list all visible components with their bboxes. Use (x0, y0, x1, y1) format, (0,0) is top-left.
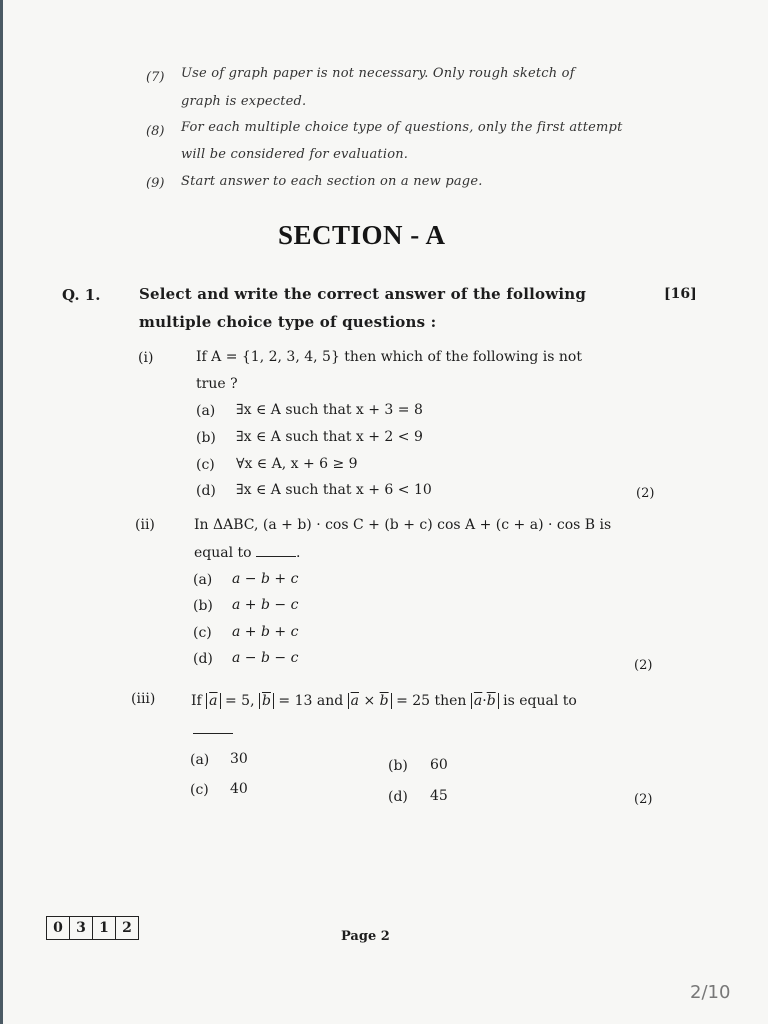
subquestion-ii-line1: In ΔABC, (a + b) · cos C + (b + c) cos A + (c + a) · cos B is (194, 517, 612, 533)
option-i-b-label: (b) (196, 430, 216, 446)
option-iii-b-text: 60 (430, 757, 448, 773)
section-title: SECTION - A (278, 220, 446, 250)
subquestion-ii-line2: equal to (194, 545, 252, 561)
vector-a-2: $\overline{a}$ (350, 693, 359, 709)
subquestion-ii-label: (ii) (135, 517, 155, 533)
subquestion-i-label: (i) (138, 350, 154, 366)
instruction-7-line2: graph is expected. (181, 94, 307, 109)
paper-code-box (46, 916, 139, 940)
option-i-b-text: ∃x ∈ A such that x + 2 < 9 (236, 429, 423, 445)
answer-blank-iii (193, 733, 233, 734)
dot-symbol: · (482, 693, 487, 709)
text-if: If (191, 693, 202, 709)
paper-code-digit: 3 (70, 917, 93, 939)
option-ii-d-label: (d) (193, 651, 213, 667)
page-number-label: Page 2 (341, 929, 390, 944)
option-iii-a-text: 30 (230, 751, 248, 767)
option-ii-b-text: a + b − c (232, 597, 299, 613)
vector-a: $\overline{a}$ (209, 693, 218, 709)
option-i-a-text: ∃x ∈ A such that x + 3 = 8 (236, 402, 423, 418)
option-ii-a-label: (a) (193, 572, 213, 588)
subquestion-i-line2: true ? (196, 376, 238, 392)
option-i-a-label: (a) (196, 403, 216, 419)
instruction-9-line1: Start answer to each section on a new page. (181, 174, 483, 189)
option-iii-c-text: 40 (230, 781, 248, 797)
answer-blank (256, 556, 296, 557)
option-ii-d-text: a − b − c (232, 650, 299, 666)
option-i-c-text: ∀x ∈ A, x + 6 ≥ 9 (236, 456, 358, 472)
option-i-c-label: (c) (196, 457, 215, 473)
vector-b-2: $\overline{b}$ (379, 693, 389, 709)
question-marks: [16] (664, 286, 697, 302)
question-text-line2: multiple choice type of questions : (139, 313, 437, 331)
subquestion-ii-marks: (2) (634, 658, 653, 673)
instruction-8-number: (8) (146, 124, 165, 139)
magnitude-a (206, 693, 220, 709)
option-iii-c-label: (c) (190, 782, 209, 798)
paper-code-digit: 1 (93, 917, 116, 939)
paper-code-digit: 2 (122, 920, 132, 936)
instruction-8-line1: For each multiple choice type of questions, only the first attempt (181, 120, 623, 135)
text-eq5: = 5, (224, 693, 255, 709)
vector-b-3: $\overline{b}$ (486, 693, 496, 709)
instruction-7-line1: Use of graph paper is not necessary. Only rough sketch of (181, 66, 575, 81)
question-text-line1: Select and write the correct answer of the following (139, 285, 587, 303)
option-i-d-text: ∃x ∈ A such that x + 6 < 10 (236, 482, 432, 498)
option-i-d-label: (d) (196, 483, 216, 499)
option-iii-b-label: (b) (388, 758, 408, 774)
magnitude-a-dot-b (471, 693, 499, 709)
option-ii-c-label: (c) (193, 625, 212, 641)
option-iii-a-label: (a) (190, 752, 210, 768)
paper-code-digit: 0 (47, 917, 70, 939)
text-eq25: = 25 then (396, 693, 467, 709)
subquestion-iii-line1 (191, 693, 577, 709)
question-number: Q. 1. (62, 286, 101, 304)
option-ii-c-text: a + b + c (232, 624, 299, 640)
vector-b: $\overline{b}$ (261, 693, 271, 709)
subquestion-ii-line2-wrap: equal to . (194, 545, 301, 561)
subquestion-iii-label: (iii) (131, 691, 156, 707)
cross-symbol: × (363, 693, 376, 709)
instruction-9-number: (9) (146, 176, 165, 191)
subquestion-i-line1: If A = {1, 2, 3, 4, 5} then which of the following is not (196, 349, 582, 365)
option-iii-d-text: 45 (430, 788, 448, 804)
option-iii-d-label: (d) (388, 789, 408, 805)
instruction-7-number: (7) (146, 70, 165, 85)
option-ii-a-text: a − b + c (232, 571, 299, 587)
instruction-8-line2: will be considered for evaluation. (181, 147, 409, 162)
vector-a-3: $\overline{a}$ (473, 693, 483, 709)
page-counter: 2/10 (690, 982, 731, 1003)
text-eq13: = 13 and (278, 693, 344, 709)
subquestion-iii-marks: (2) (634, 792, 653, 807)
option-ii-b-label: (b) (193, 598, 213, 614)
magnitude-a-cross-b (348, 693, 392, 709)
page-edge (0, 0, 3, 1024)
magnitude-b (259, 693, 274, 709)
subquestion-i-marks: (2) (636, 486, 655, 501)
text-tail: is equal to (503, 693, 577, 709)
